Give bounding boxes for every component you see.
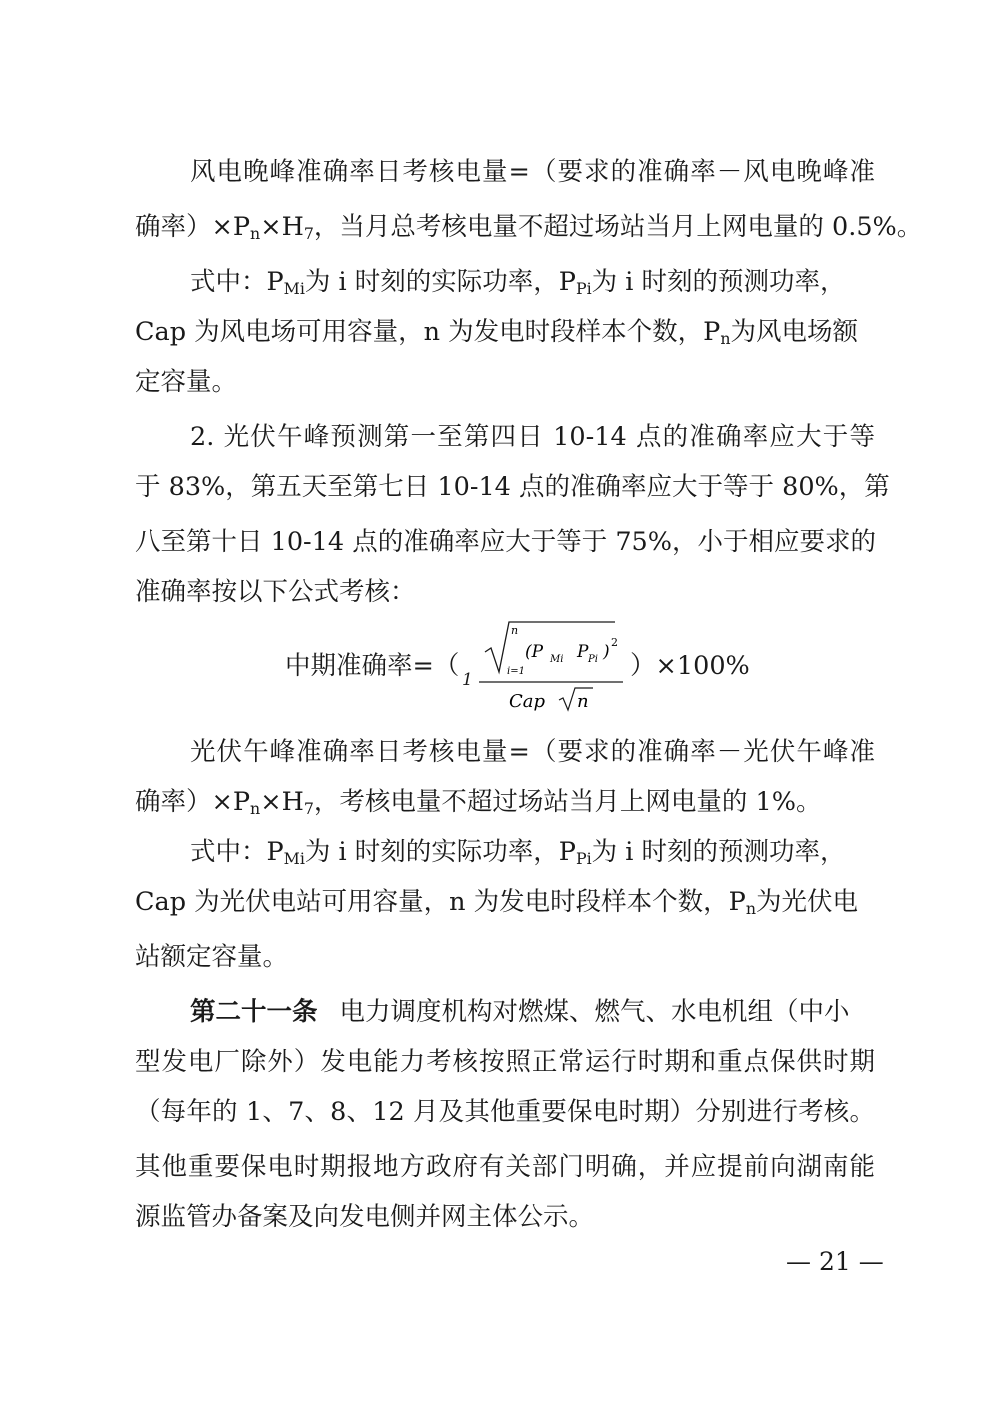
term-mi: Mi: [550, 654, 564, 665]
paragraph-line: [135, 782, 875, 822]
paragraph-line: [135, 1197, 875, 1237]
text: ，考核电量不超过场站当月上网电量的 1%。: [313, 787, 822, 817]
text: 为 i 时刻的预测功率，: [591, 267, 846, 297]
text: 为 i 时刻的实际功率，P: [304, 267, 576, 297]
text: Cap 为光伏电站可用容量，n 为发电时段样本个数，P: [135, 887, 746, 917]
text: 为光伏电: [756, 887, 859, 917]
text: ×H: [260, 787, 304, 817]
subscript: n: [250, 798, 261, 818]
term-p: P: [577, 642, 589, 662]
accuracy-formula: [285, 612, 750, 722]
term-open: (P: [525, 642, 544, 662]
text: 八至第十日 10-14 点的准确率应大于等于 75%，小于相应要求的: [135, 527, 877, 557]
text: 风电晚峰准确率日考核电量=（要求的准确率－风电晚峰准: [190, 157, 875, 187]
paragraph-line: [135, 1092, 875, 1132]
paragraph-line: [135, 522, 875, 562]
text: 型发电厂除外）发电能力考核按照正常运行时期和重点保供时期: [135, 1047, 875, 1077]
formula-suffix: ）×100%: [630, 651, 750, 681]
sum-upper: n: [511, 624, 519, 637]
text: 光伏午峰准确率日考核电量=（要求的准确率－光伏午峰准: [190, 737, 875, 767]
paragraph-line: [135, 467, 890, 507]
term-pi: Pi: [588, 654, 598, 665]
subscript: Pi: [575, 278, 592, 298]
text: 站额定容量。: [135, 942, 289, 972]
text: 式中：P: [190, 267, 284, 297]
term-exponent: 2: [611, 636, 618, 649]
text: 2. 光伏午峰预测第一至第四日 10-14 点的准确率应大于等: [190, 422, 875, 452]
paragraph-line: [190, 732, 875, 772]
paragraph-line: [135, 572, 875, 612]
text: 确率）×P: [135, 787, 251, 817]
paragraph-line: [135, 1147, 875, 1187]
paragraph-line: [190, 832, 875, 872]
text: ×H: [260, 212, 304, 242]
text: 为 i 时刻的预测功率，: [591, 837, 846, 867]
formula-one: 1: [462, 670, 473, 690]
subscript: Pi: [575, 848, 592, 868]
paragraph-line: [135, 312, 875, 352]
subscript: n: [745, 898, 757, 918]
text: 为 i 时刻的实际功率，P: [304, 837, 576, 867]
term-close: ): [603, 642, 610, 662]
page-number: — 21 —: [786, 1247, 884, 1276]
text: 源监管办备案及向发电侧并网主体公示。: [135, 1202, 595, 1232]
paragraph-line: [135, 207, 923, 247]
subscript: Mi: [283, 278, 305, 298]
subscript: n: [720, 328, 731, 348]
denominator-n: n: [577, 691, 589, 712]
paragraph-line: [190, 992, 875, 1032]
text: 确率）×P: [135, 212, 251, 242]
text: 其他重要保电时期报地方政府有关部门明确，并应提前向湖南能: [135, 1152, 875, 1182]
text: 准确率按以下公式考核：: [135, 577, 416, 607]
sum-lower: i=1: [507, 666, 525, 677]
subscript: 7: [303, 223, 314, 243]
subscript: n: [250, 223, 261, 243]
formula-prefix: 中期准确率=（: [285, 651, 460, 681]
paragraph-line: [135, 1042, 875, 1082]
text: 式中：P: [190, 837, 284, 867]
text: 定容量。: [135, 367, 238, 397]
text: 于 83%，第五天至第七日 10-14 点的准确率应大于等于 80%，第: [135, 472, 890, 502]
text: Cap 为风电场可用容量，n 为发电时段样本个数，P: [135, 317, 721, 347]
paragraph-line: [135, 882, 875, 922]
text: ，当月总考核电量不超过场站当月上网电量的 0.5%。: [313, 212, 923, 242]
paragraph-line: [190, 152, 875, 192]
paragraph-line: [135, 362, 875, 402]
formula-fraction: [475, 612, 625, 722]
text: （每年的 1、7、8、12 月及其他重要保电时期）分别进行考核。: [135, 1097, 875, 1127]
subscript: 7: [303, 798, 314, 818]
text: 电力调度机构对燃煤、燃气、水电机组（中小: [339, 997, 850, 1027]
paragraph-line: [135, 937, 875, 977]
denominator-cap: Cap: [509, 691, 546, 712]
article-heading: 第二十一条: [190, 997, 318, 1027]
paragraph-line: [190, 262, 875, 302]
text: 为风电场额: [730, 317, 859, 347]
paragraph-line: [190, 417, 875, 457]
subscript: Mi: [283, 848, 305, 868]
